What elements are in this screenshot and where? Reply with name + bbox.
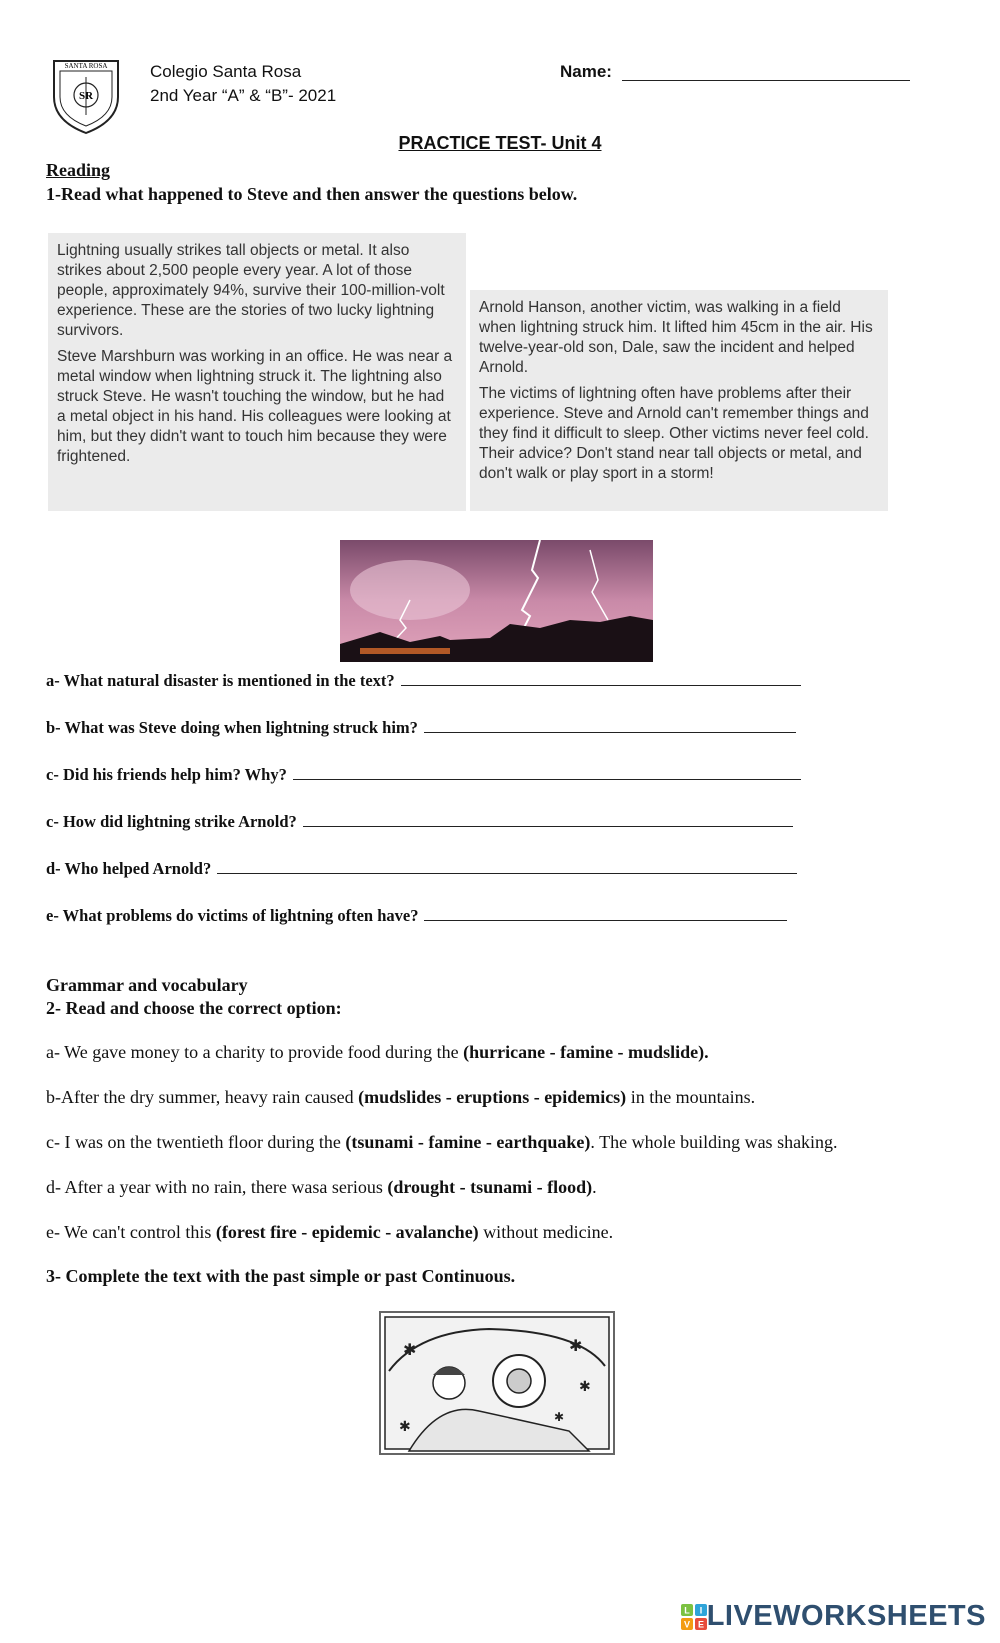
brand-name: LIVEWORKSHEETS: [706, 1600, 986, 1632]
school-info: [150, 60, 336, 108]
answer-line[interactable]: [424, 919, 787, 921]
svg-text:✱: ✱: [554, 1410, 565, 1424]
grammar-item-b: [46, 1087, 755, 1108]
lightning-storm-image: [340, 540, 653, 662]
question-c2: [46, 812, 793, 832]
school-crest-logo: [50, 57, 122, 135]
grammar-item-c: [46, 1132, 838, 1153]
grammar-text: c- I was on the twentieth floor during the: [46, 1132, 346, 1152]
answer-line[interactable]: [401, 684, 801, 686]
article-left: [48, 233, 466, 511]
grammar-options[interactable]: (mudslides - eruptions - epidemics): [358, 1087, 627, 1107]
brand-badge-icon: [681, 1604, 707, 1630]
grammar-text: without medicine.: [478, 1222, 614, 1242]
svg-text:I: I: [699, 1605, 702, 1615]
school-year: 2nd Year “A” & “B”- 2021: [150, 86, 337, 105]
grammar-instruction: 2- Read and choose the correct option:: [46, 998, 342, 1018]
question-text: c- How did lightning strike Arnold?: [46, 812, 297, 831]
svg-text:✱: ✱: [403, 1342, 417, 1359]
grammar-text: in the mountains.: [626, 1087, 756, 1107]
svg-text:SR: SR: [78, 90, 94, 102]
grammar-text: .: [592, 1177, 597, 1197]
reading-instruction: 1-Read what happened to Steve and then answer the questions below.: [46, 184, 578, 204]
grammar-options[interactable]: (drought - tsunami - flood): [387, 1177, 593, 1197]
question-text: e- What problems do victims of lightning often have?: [46, 906, 419, 925]
answer-line[interactable]: [424, 731, 796, 733]
grammar-text: . The whole building was shaking.: [590, 1132, 838, 1152]
question-text: b- What was Steve doing when lightning struck him?: [46, 718, 418, 737]
page-title: PRACTICE TEST- Unit 4: [398, 133, 602, 153]
exercise-3-instruction: 3- Complete the text with the past simple or past Continuous.: [46, 1266, 516, 1286]
name-answer-line[interactable]: [622, 80, 910, 81]
grammar-text: b-After the dry summer, heavy rain caused: [46, 1087, 359, 1107]
svg-text:SANTA ROSA: SANTA ROSA: [64, 62, 108, 70]
article-paragraph: Arnold Hanson, another victim, was walking in a field when lightning struck him. It lifted him 45cm in the air. His twelve-year-old son, Dale, saw the incident and helped Arnold.: [479, 299, 873, 376]
cartoon-snow-car-image: [379, 1311, 615, 1455]
question-c1: [46, 765, 801, 785]
liveworksheets-logo: [681, 1600, 986, 1633]
article-paragraph: Lightning usually strikes tall objects or metal. It also strikes about 2,500 people every year. A lot of those people, approximately 94%, survive their 100-million-volt experience. These are the stories of two lucky lightning survivors.: [57, 242, 445, 339]
question-text: a- What natural disaster is mentioned in the text?: [46, 671, 395, 690]
svg-text:V: V: [683, 1619, 690, 1629]
article-right: [470, 290, 888, 511]
grammar-item-a: [46, 1042, 709, 1063]
grammar-item-e: [46, 1222, 613, 1243]
question-e: [46, 906, 787, 926]
svg-text:✱: ✱: [399, 1420, 411, 1435]
svg-text:L: L: [683, 1605, 690, 1615]
grammar-options[interactable]: (forest fire - epidemic - avalanche): [215, 1222, 479, 1242]
grammar-options[interactable]: (tsunami - famine - earthquake): [345, 1132, 591, 1152]
grammar-item-d: [46, 1177, 597, 1198]
question-a: [46, 671, 801, 691]
article-paragraph: Steve Marshburn was working in an office. He was near a metal window when lightning struck it. The lightning also struck Steve. He wasn't touching the window, but he had a metal object in his hand. His colleagues were looking at him, but they didn't want to touch him because they were frightened.: [57, 348, 453, 465]
svg-text:E: E: [697, 1619, 704, 1629]
article-paragraph: The victims of lightning often have problems after their experience. Steve and Arnold can't remember things and they find it difficult to sleep. Other victims never feel cold. Their advice? Don't stand near tall objects or metal, and don't walk or play sport in a storm!: [479, 385, 869, 482]
answer-line[interactable]: [293, 778, 801, 780]
question-b: [46, 718, 796, 738]
grammar-text: e- We can't control this: [46, 1222, 216, 1242]
question-d: [46, 859, 797, 879]
svg-text:✱: ✱: [569, 1338, 583, 1355]
svg-text:✱: ✱: [579, 1380, 591, 1395]
grammar-text: d- After a year with no rain, there wasa serious: [46, 1177, 388, 1197]
question-text: d- Who helped Arnold?: [46, 859, 212, 878]
answer-line[interactable]: [217, 872, 797, 874]
school-name: Colegio Santa Rosa: [150, 62, 302, 81]
grammar-heading: Grammar and vocabulary: [46, 975, 248, 995]
grammar-text: a- We gave money to a charity to provide food during the: [46, 1042, 464, 1062]
answer-line[interactable]: [303, 825, 793, 827]
question-text: c- Did his friends help him? Why?: [46, 765, 287, 784]
name-label: Name:: [560, 62, 612, 81]
grammar-options[interactable]: (hurricane - famine - mudslide).: [463, 1042, 709, 1062]
reading-heading: Reading: [46, 160, 111, 180]
